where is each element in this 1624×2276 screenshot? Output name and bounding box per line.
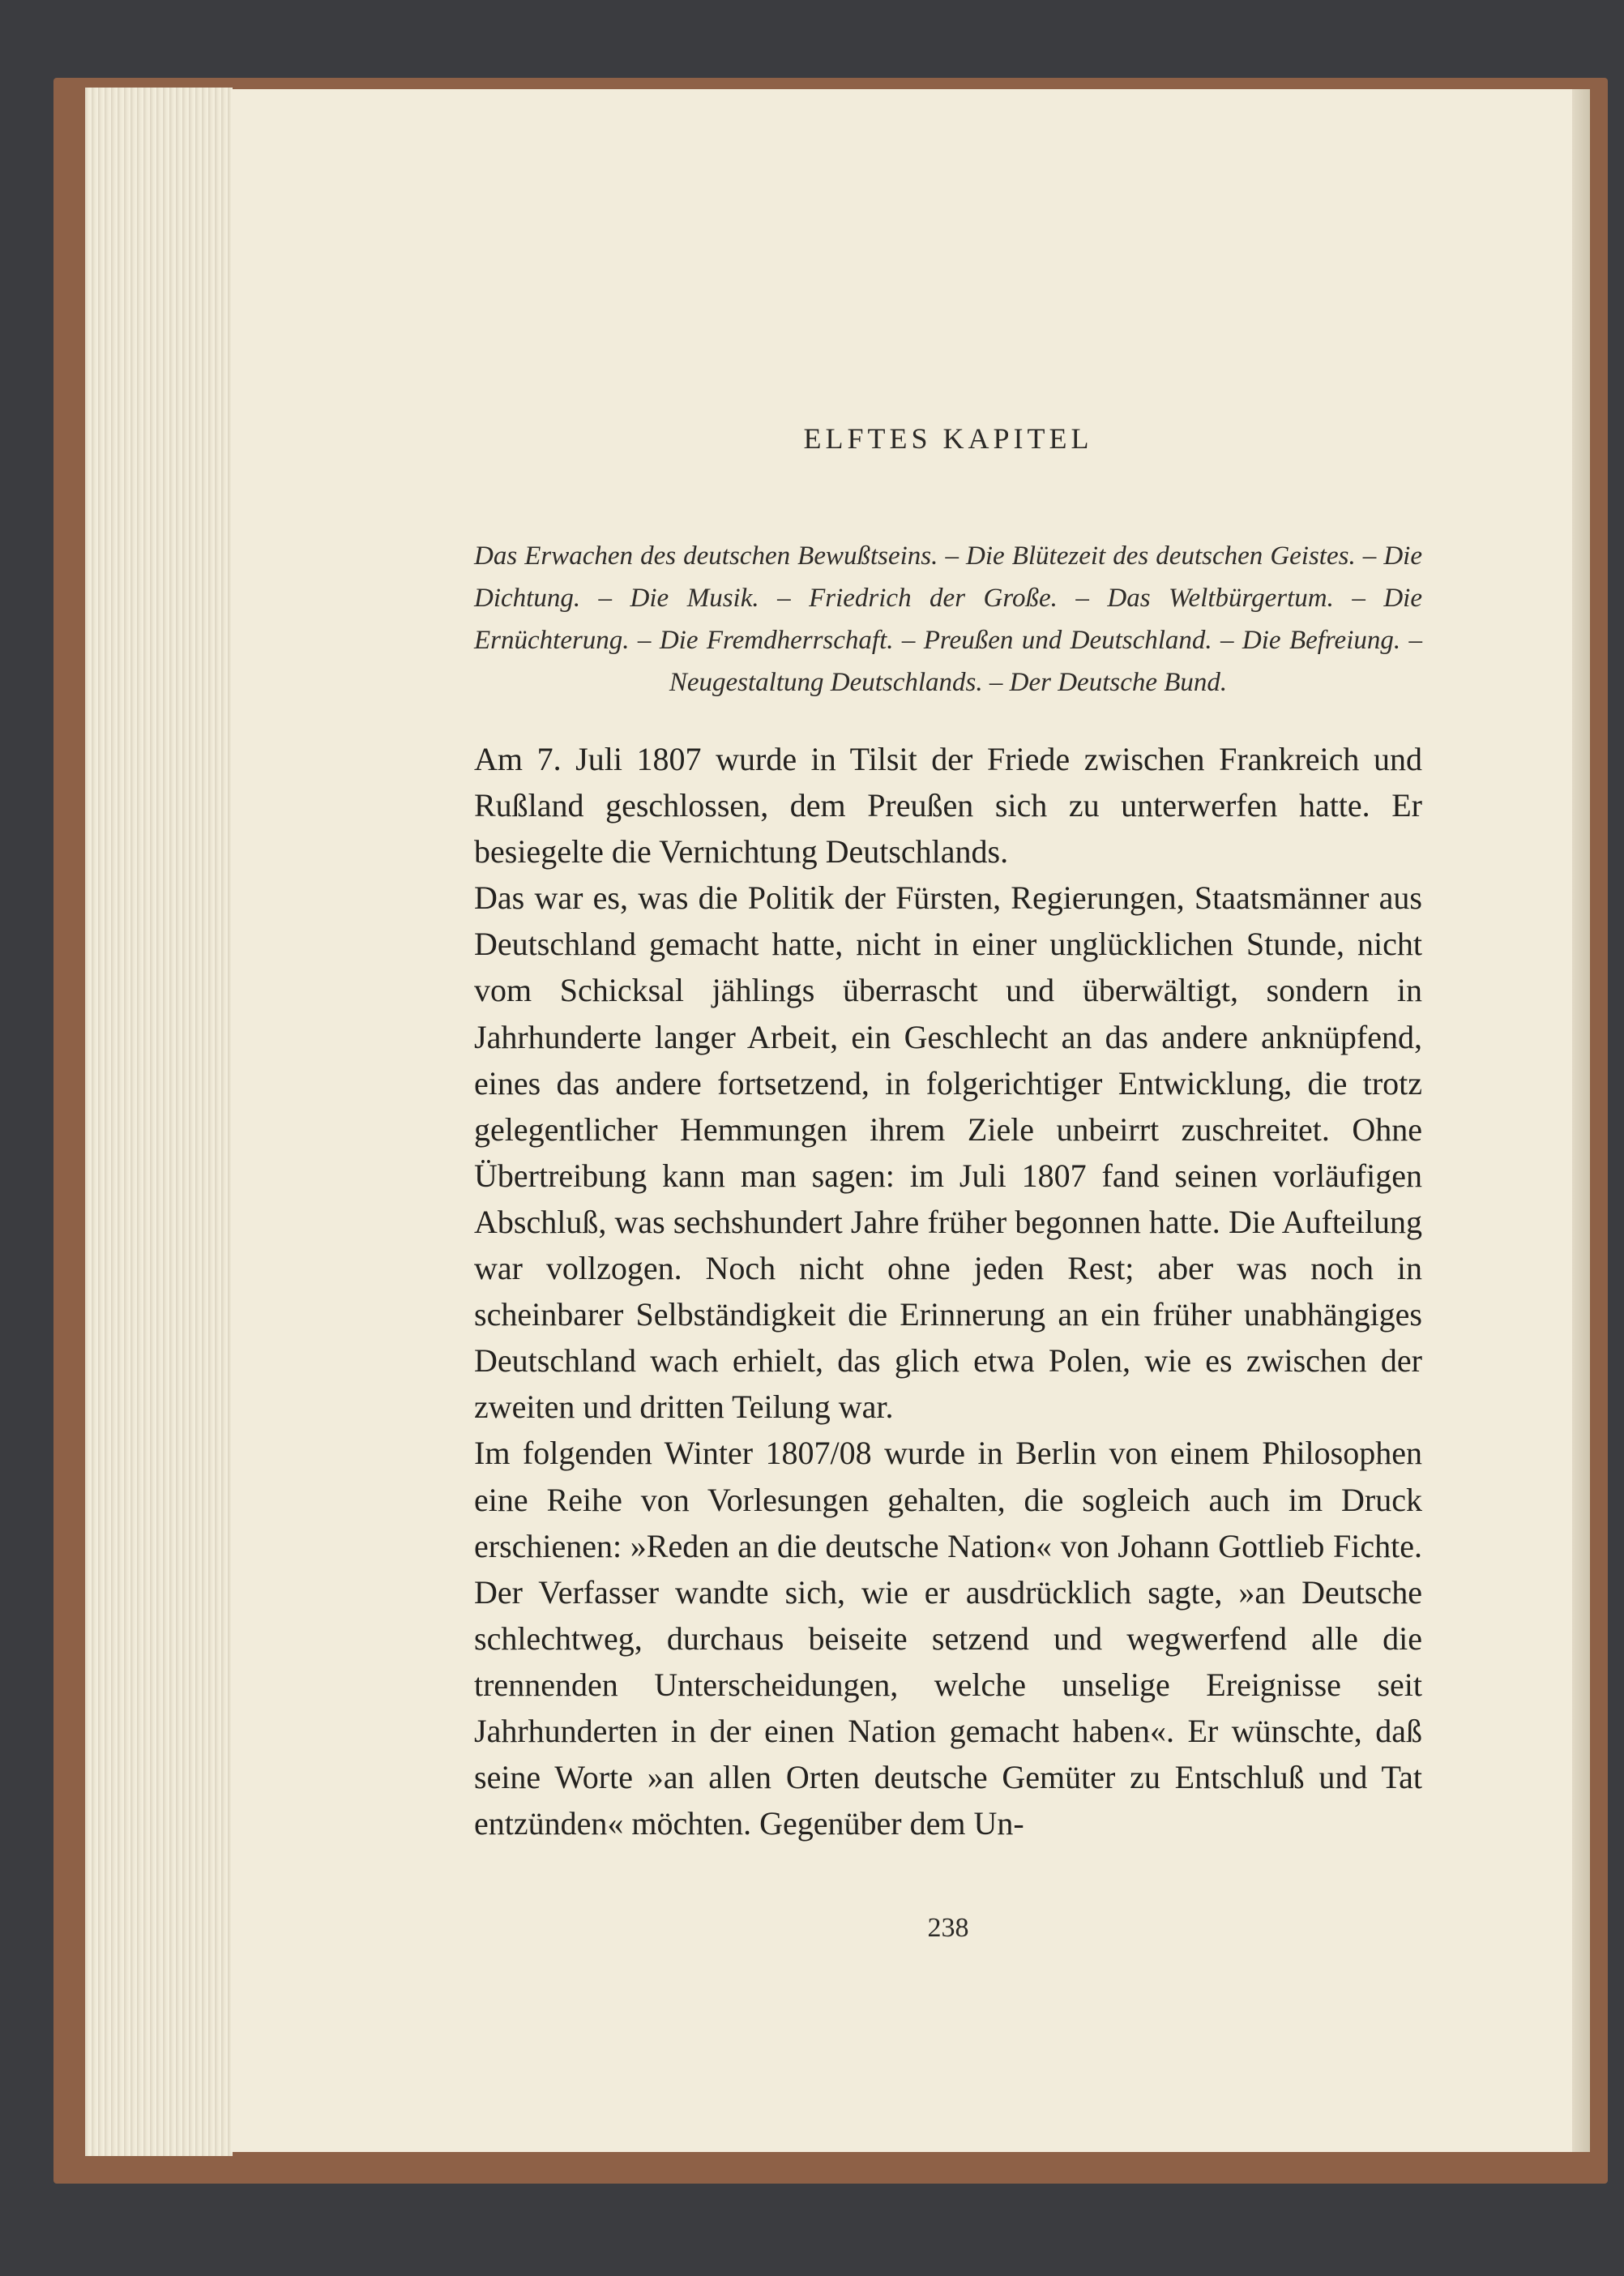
page-stack-edges — [85, 88, 233, 2156]
right-page-edge — [1571, 89, 1590, 2152]
paragraph: Das war es, was die Politik der Fürsten, Regierungen, Staatsmänner aus Deutschland gemacht hatte, nicht in einer unglücklichen Stunde, nicht vom Schicksal jählings überrascht und überwältigt, sondern in Jahrhunderte langer Arbeit, ein Geschlecht an das andere anknüpfend, eines das andere fortsetzend, in folgerichtiger Entwicklung, die trotz gelegentlicher Hemmungen ihrem Ziele unbeirrt zuschreitet. Ohne Übertreibung kann man sagen: im Juli 1807 fand seinen vorläufigen Abschluß, was sechshundert Jahre früher begonnen hatte. Die Aufteilung war vollzogen. Noch nicht ohne jeden Rest; aber was noch in scheinbarer Selbständigkeit die Erinnerung an ein früher unabhängiges Deutschland wach erhielt, das glich etwa Polen, wie es zwischen der zweiten und dritten Teilung war. — [474, 879, 1422, 1426]
chapter-title: ELFTES KAPITEL — [803, 422, 1093, 455]
paragraph: Im folgenden Winter 1807/08 wurde in Berlin von einem Philosophen eine Reihe von Vorlesungen gehalten, die sogleich auch im Druck erschienen: »Reden an die deutsche Nation« von Johann Gottlieb Fichte. Der Verfasser wandte sich, wie er ausdrücklich sagte, »an Deutsche schlechtweg, durchaus beiseite setzend und wegwerfend alle die trennenden Unterscheidungen, welche unselige Ereignisse seit Jahrhunderten in der einen Nation gemacht haben«. Er wünschte, daß seine Worte »an allen Orten deutsche Gemüter zu Entschluß und Tat entzünden« möchten. Gegenüber dem Un- — [474, 1435, 1422, 1842]
chapter-summary: Das Erwachen des deutschen Bewußtseins. – Die Blütezeit des deutschen Geistes. – Die Dichtung. – Die Musik. – Friedrich der Große. – Das Weltbürgertum. – Die Ernüchterung. – Die Fremdherrschaft. – Preußen und Deutschland. – Die Befreiung. – Neugestaltung Deutschlands. – Der Deutsche Bund. — [474, 541, 1422, 697]
page-number: 238 — [927, 1913, 969, 1943]
body-text — [474, 736, 1422, 1846]
paragraph: Am 7. Juli 1807 wurde in Tilsit der Friede zwischen Frankreich und Rußland geschlossen, dem Preußen sich zu unterwerfen hatte. Er besiegelte die Vernichtung Deutschlands. — [474, 741, 1422, 871]
